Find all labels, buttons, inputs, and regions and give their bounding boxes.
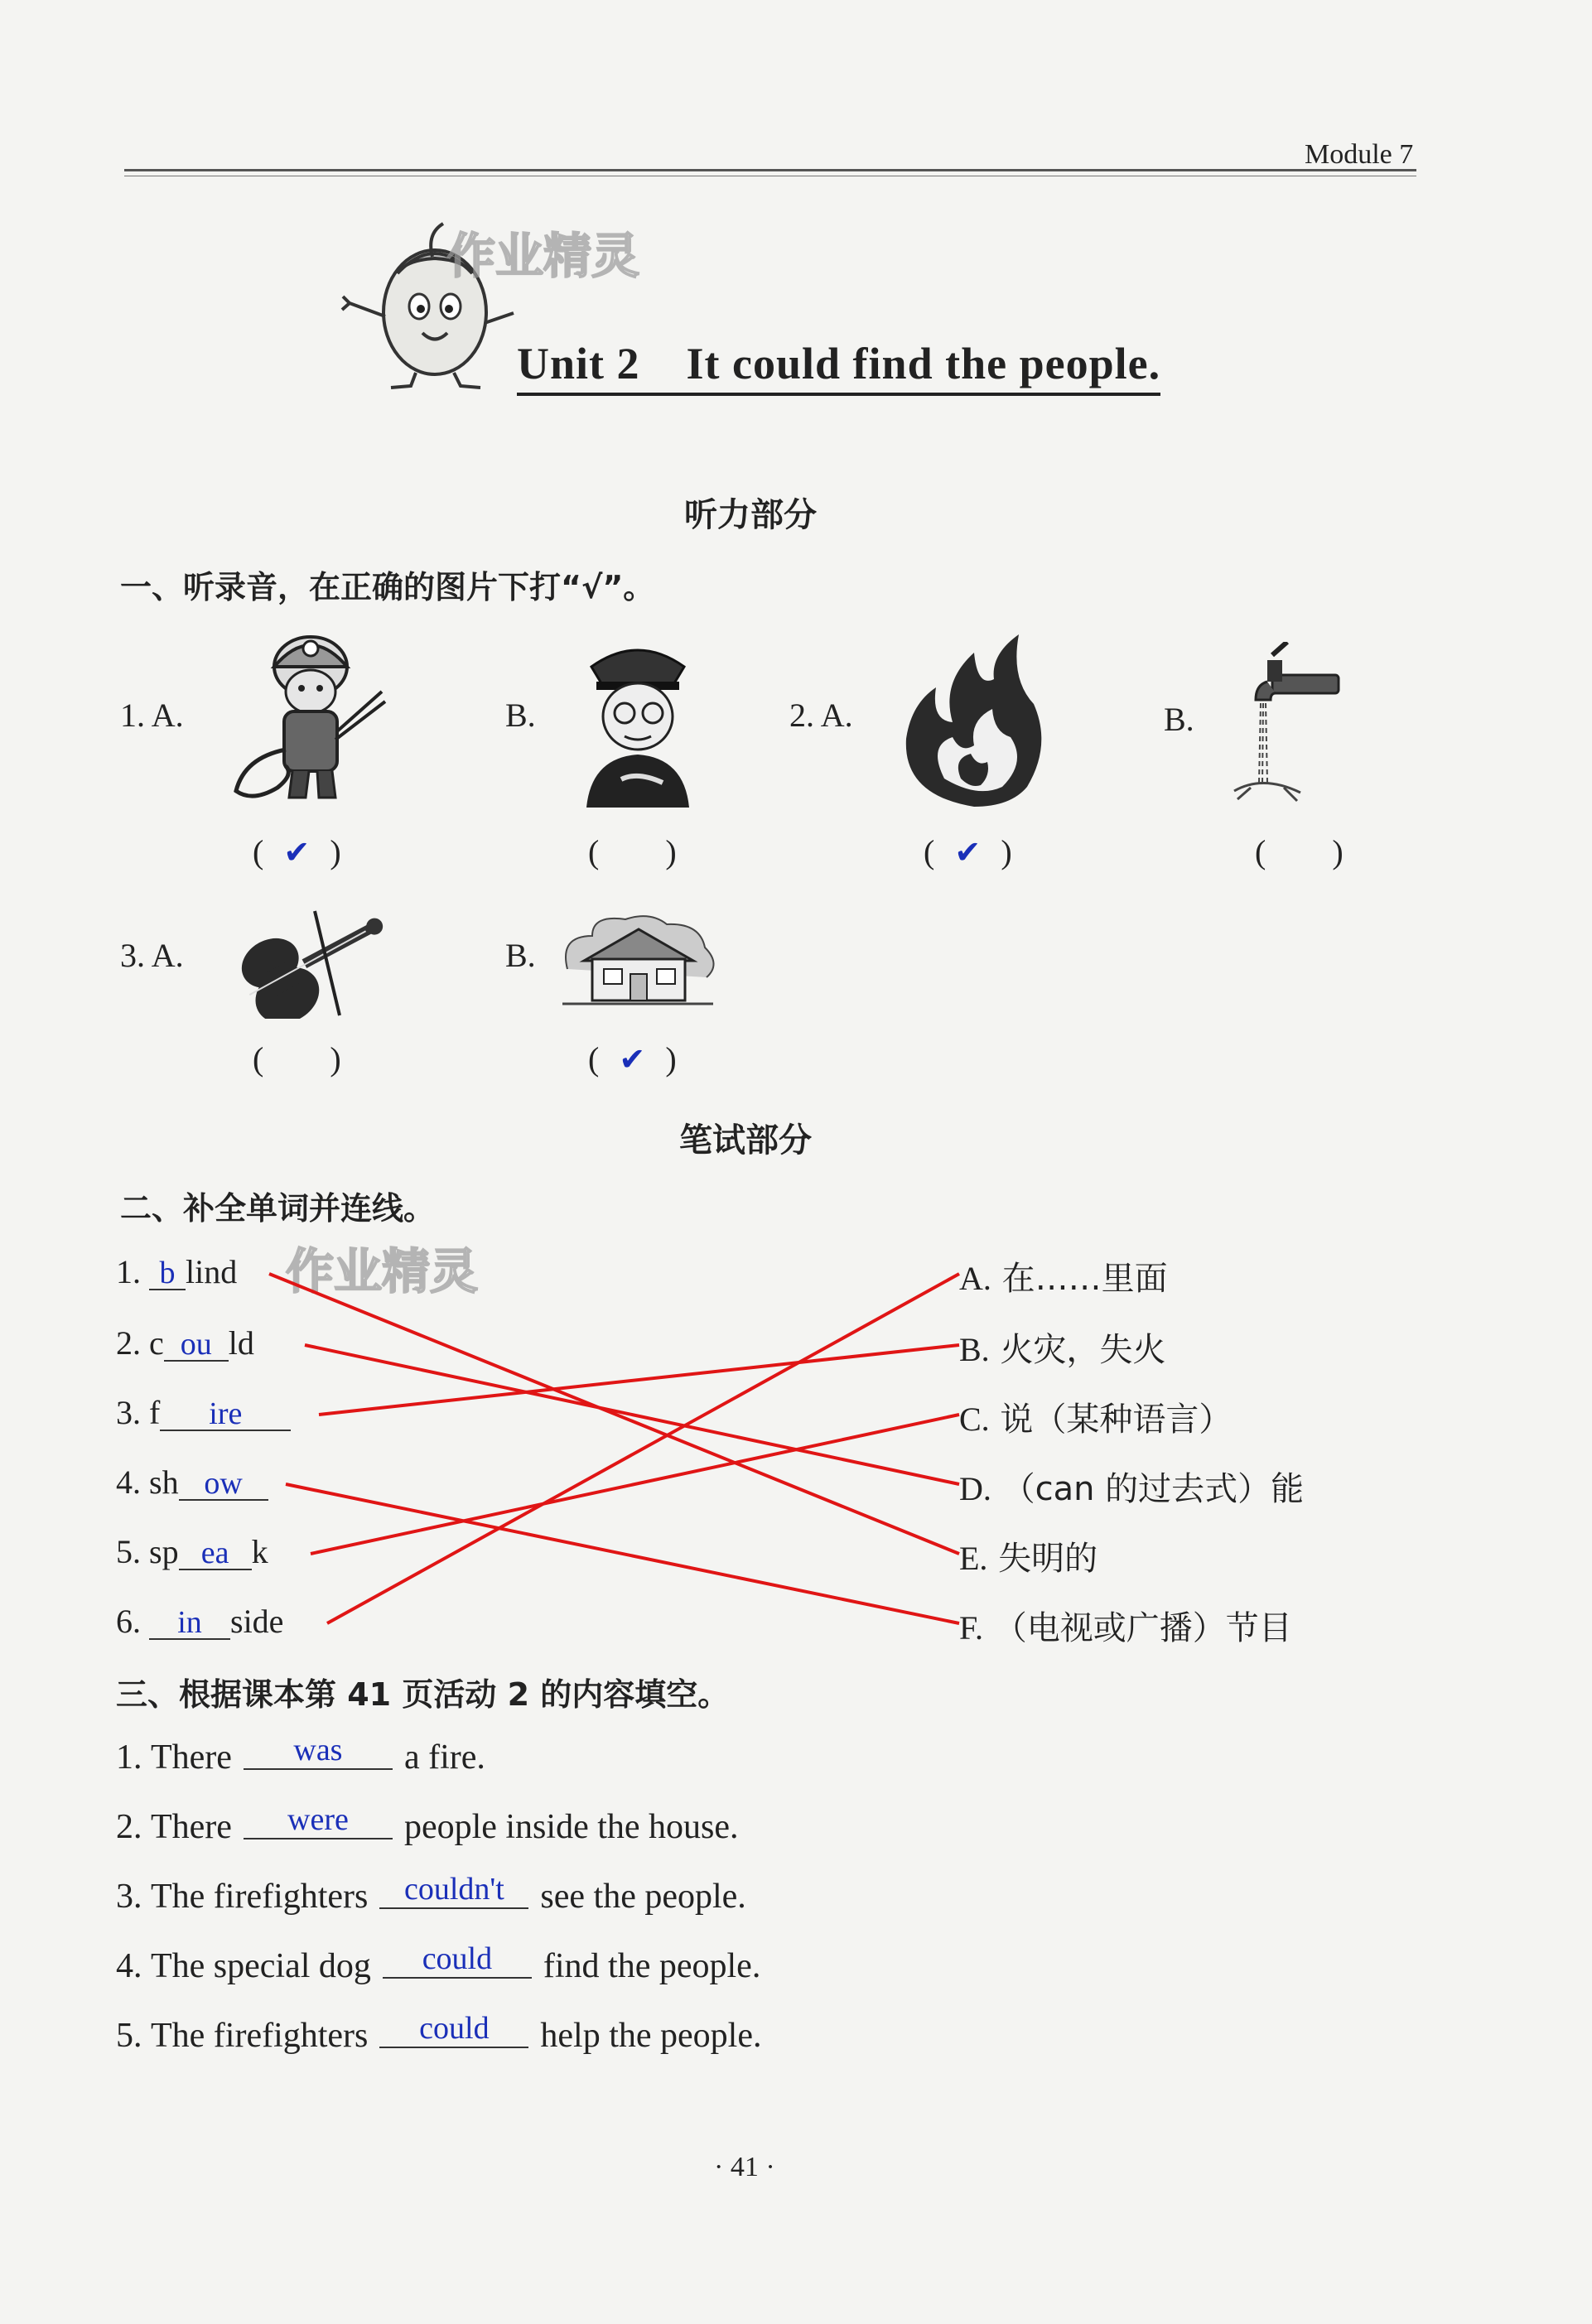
- sentence-4: 4. The special dog could find the people.: [116, 1941, 761, 1985]
- word-item-2: 2. c ou ld: [116, 1324, 254, 1362]
- word-item-4: 4. sh ow: [116, 1463, 268, 1502]
- match-line-2-D: [305, 1345, 959, 1484]
- sentence-4-blank[interactable]: could: [383, 1941, 532, 1979]
- title-text: It could find the people.: [686, 339, 1161, 388]
- word-blank-5[interactable]: ea: [179, 1536, 252, 1570]
- match-line-5-C: [311, 1415, 959, 1554]
- meaning-b: B. 火灾，失火: [959, 1331, 1166, 1369]
- word-item-1: 1. b lind: [116, 1253, 238, 1290]
- item-1-b-label: B.: [505, 697, 536, 734]
- item-2-a-answer[interactable]: ( ✔ ): [924, 833, 1012, 870]
- written-section-heading: 笔试部分: [679, 1121, 812, 1160]
- question-1-heading: 一、听录音，在正确的图片下打“√”。: [120, 569, 655, 605]
- check-mark-icon: ✔: [283, 834, 311, 870]
- sentence-5: 5. The firefighters could help the people.: [116, 2011, 762, 2055]
- word-item-3: 3. f ire: [116, 1393, 291, 1432]
- question-3-heading: 三、根据课本第 41 页活动 2 的内容填空。: [116, 1676, 730, 1713]
- sentence-2-blank[interactable]: were: [244, 1801, 393, 1839]
- meaning-a: A. 在……里面: [959, 1260, 1168, 1298]
- item-3-a-answer[interactable]: ( ): [253, 1040, 341, 1078]
- item-3-b-label: B.: [505, 937, 536, 974]
- meaning-f: F. （电视或广播）节目: [959, 1609, 1292, 1647]
- word-item-5: 5. sp ea k: [116, 1533, 268, 1570]
- word-blank-2[interactable]: ou: [164, 1327, 229, 1362]
- check-mark-icon: ✔: [619, 1041, 646, 1078]
- word-item-6: 6. in side: [116, 1603, 284, 1640]
- sentence-1-blank[interactable]: was: [244, 1732, 393, 1770]
- check-mark-icon: ✔: [954, 834, 982, 870]
- word-blank-1[interactable]: b: [149, 1256, 186, 1290]
- item-1-b-answer[interactable]: ( ): [588, 833, 677, 870]
- item-3-a-label: 3. A.: [120, 937, 184, 974]
- watermark: 作业精灵: [447, 228, 640, 284]
- word-blank-3[interactable]: ire: [160, 1396, 291, 1431]
- word-blank-4[interactable]: ow: [179, 1466, 268, 1501]
- match-line-3-B: [319, 1345, 959, 1415]
- item-3-b-answer[interactable]: ( ✔ ): [588, 1040, 677, 1078]
- item-2-a-label: 2. A.: [789, 697, 853, 734]
- meaning-d: D. （can 的过去式）能: [959, 1470, 1305, 1508]
- sentence-3: 3. The firefighters couldn't see the people.: [116, 1872, 746, 1916]
- sentence-2: 2. There were people inside the house.: [116, 1802, 739, 1846]
- match-line-6-A: [327, 1274, 959, 1623]
- sentence-5-blank[interactable]: could: [379, 2010, 528, 2048]
- match-line-4-F: [286, 1484, 959, 1623]
- watermark: 作业精灵: [286, 1243, 479, 1299]
- item-2-b-label: B.: [1164, 701, 1194, 738]
- match-line-1-E: [269, 1274, 959, 1554]
- item-2-b-answer[interactable]: ( ): [1255, 833, 1344, 870]
- sentence-3-blank[interactable]: couldn't: [379, 1871, 528, 1909]
- item-1-a-label: 1. A.: [120, 697, 184, 734]
- page-number: · 41 ·: [714, 2152, 775, 2182]
- listening-section-heading: 听力部分: [684, 496, 817, 534]
- meaning-c: C. 说（某种语言）: [959, 1401, 1233, 1439]
- sentence-1: 1. There was a fire.: [116, 1733, 485, 1777]
- module-label: Module 7: [1305, 139, 1414, 170]
- word-blank-6[interactable]: in: [149, 1605, 230, 1640]
- meaning-e: E. 失明的: [959, 1540, 1098, 1578]
- question-2-heading: 二、补全单词并连线。: [120, 1190, 436, 1227]
- unit-label: Unit 2: [517, 339, 640, 388]
- item-1-a-answer[interactable]: ( ✔ ): [253, 833, 341, 870]
